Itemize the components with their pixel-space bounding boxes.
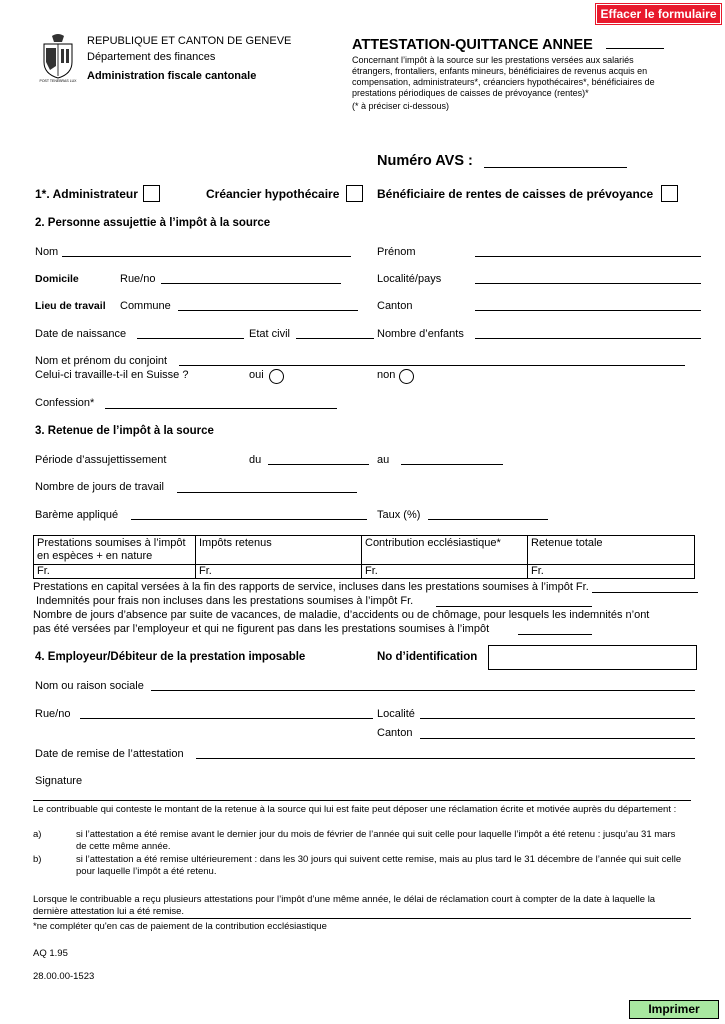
footer-b-text: si l’attestation a été remise ultérieurement : dans les 30 jours qui suivent cette remise, mais au plus tard le 31 décembre de l’année qui suit celle pour laquelle l’impôt a été retenu. <box>76 854 682 877</box>
date-naissance-field[interactable] <box>137 338 244 339</box>
nombre-enfants-label: Nombre d’enfants <box>377 328 464 340</box>
date-naissance-label: Date de naissance <box>35 328 127 340</box>
bareme-field[interactable] <box>131 519 367 520</box>
taux-label: Taux (%) <box>377 509 421 521</box>
signature-label: Signature <box>35 775 83 787</box>
header-prestations: Prestations soumises à l’impôt en espèces + en nature <box>34 536 196 565</box>
lieu-travail-label: Lieu de travail <box>35 300 106 312</box>
travaille-suisse-label: Celui-ci travaille-t-il en Suisse ? <box>35 369 189 381</box>
domicile-label: Domicile <box>35 273 79 285</box>
localite-pays-field[interactable] <box>475 283 701 284</box>
creancier-label: Créancier hypothécaire <box>206 187 340 201</box>
capital-label: Prestations en capital versées à la fin des rapports de service, incluses dans les prestations soumises à l’impôt Fr. <box>33 581 589 593</box>
confession-label: Confession* <box>35 397 95 409</box>
indemnites-label: Indemnités pour frais non incluses dans les prestations soumises à l’impôt Fr. <box>36 595 414 607</box>
employeur-canton-field[interactable] <box>420 738 695 739</box>
footer-paragraph-2: Lorsque le contribuable a reçu plusieurs attestations pour l’impôt d’une même année, le délai de réclamation court à compter de la date à laquelle la dernière attestation lui a été remise. <box>33 894 656 917</box>
retenue-amount-cell[interactable]: Fr. <box>528 565 695 579</box>
form-code-1: AQ 1.95 <box>33 948 68 959</box>
footer-note: *ne compléter qu'en cas de paiement de la contribution ecclésiastique <box>33 921 327 932</box>
avs-label: Numéro AVS : <box>377 153 473 169</box>
periode-label: Période d’assujettissement <box>35 454 167 466</box>
oui-label: oui <box>249 369 264 381</box>
prenom-field[interactable] <box>475 256 701 257</box>
confession-field[interactable] <box>105 408 337 409</box>
nom-label: Nom <box>35 246 59 258</box>
impots-amount-cell[interactable]: Fr. <box>196 565 362 579</box>
header-impots: Impôts retenus <box>196 536 362 565</box>
bareme-label: Barème appliqué <box>35 509 119 521</box>
print-button[interactable]: Imprimer <box>629 1000 719 1019</box>
no-id-label: No d’identification <box>377 651 478 663</box>
canton-label: Canton <box>377 300 413 312</box>
footer-b-label: b) <box>33 854 42 865</box>
absence-label-2: pas été versées par l’employeur et qui ne figurent pas dans les prestations soumises à l’impôt <box>33 623 490 635</box>
date-remise-field[interactable] <box>196 758 695 759</box>
title-desc-1: Concernant l’impôt à la source sur les prestations versées aux salariés <box>352 55 634 65</box>
non-radio[interactable] <box>399 369 414 384</box>
du-label: du <box>249 454 262 466</box>
periode-du-field[interactable] <box>268 464 369 465</box>
header-retenue: Retenue totale <box>528 536 695 565</box>
beneficiaire-label: Bénéficiaire de rentes de caisses de prévoyance <box>377 187 654 201</box>
domicile-rue-field[interactable] <box>161 283 341 284</box>
absence-label-1: Nombre de jours d’absence par suite de vacances, de maladie, d’accidents ou de chômage, pour lesquels les indemnités n’ont <box>33 609 650 621</box>
contribution-amount-cell[interactable]: Fr. <box>362 565 528 579</box>
capital-field[interactable] <box>592 592 698 593</box>
administration-name: Administration fiscale cantonale <box>87 70 257 82</box>
no-id-field[interactable] <box>488 645 697 670</box>
indemnites-field[interactable] <box>436 606 592 607</box>
section-4-title: 4. Employeur/Débiteur de la prestation imposable <box>35 651 306 663</box>
clear-form-button[interactable]: Effacer le formulaire <box>596 4 721 24</box>
conjoint-field[interactable] <box>179 365 685 366</box>
republic-heading: REPUBLIQUE ET CANTON DE GENEVE <box>87 35 292 47</box>
canton-field[interactable] <box>475 310 701 311</box>
title-desc-4: prestations périodiques de caisses de prévoyance (rentes)* <box>352 88 589 98</box>
jours-travail-label: Nombre de jours de travail <box>35 481 165 493</box>
periode-au-field[interactable] <box>401 464 503 465</box>
footer-divider <box>33 918 691 919</box>
commune-field[interactable] <box>178 310 358 311</box>
creancier-checkbox[interactable] <box>346 185 363 202</box>
absence-field[interactable] <box>518 634 592 635</box>
etat-civil-label: Etat civil <box>249 328 290 340</box>
department-name: Département des finances <box>87 51 216 63</box>
administrateur-label: 1*. Administrateur <box>35 187 138 201</box>
footer-a-label: a) <box>33 829 42 840</box>
domicile-rue-label: Rue/no <box>120 273 156 285</box>
au-label: au <box>377 454 390 466</box>
title-note: (* à préciser ci-dessous) <box>352 101 450 111</box>
jours-travail-field[interactable] <box>177 492 357 493</box>
employeur-localite-field[interactable] <box>420 718 695 719</box>
year-field[interactable] <box>606 48 664 49</box>
section-2-title: 2. Personne assujettie à l’impôt à la source <box>35 217 271 229</box>
svg-text:POST TENEBRAS LUX: POST TENEBRAS LUX <box>39 79 77 83</box>
taux-field[interactable] <box>428 519 548 520</box>
header-contribution: Contribution ecclésiastique* <box>362 536 528 565</box>
prestations-table <box>33 535 695 579</box>
employeur-canton-label: Canton <box>377 727 413 739</box>
section-3-title: 3. Retenue de l’impôt à la source <box>35 425 214 437</box>
raison-sociale-field[interactable] <box>151 690 695 691</box>
non-label: non <box>377 369 396 381</box>
administrateur-checkbox[interactable] <box>143 185 160 202</box>
footer-paragraph-1: Le contribuable qui conteste le montant de la retenue à la source qui lui est faite peut déposer une réclamation écrite et motivée auprès du département : <box>33 804 677 815</box>
geneva-coat-of-arms-logo <box>38 32 78 84</box>
oui-radio[interactable] <box>269 369 284 384</box>
prestations-amount-cell[interactable]: Fr. <box>34 565 196 579</box>
employeur-localite-label: Localité <box>377 708 415 720</box>
employeur-rue-label: Rue/no <box>35 708 71 720</box>
localite-pays-label: Localité/pays <box>377 273 442 285</box>
employeur-rue-field[interactable] <box>80 718 373 719</box>
signature-line[interactable] <box>33 800 691 801</box>
conjoint-label: Nom et prénom du conjoint <box>35 355 168 367</box>
raison-sociale-label: Nom ou raison sociale <box>35 680 144 692</box>
nom-field[interactable] <box>62 256 351 257</box>
nombre-enfants-field[interactable] <box>475 338 701 339</box>
form-code-2: 28.00.00-1523 <box>33 971 95 982</box>
footer-a-text: si l’attestation a été remise avant le dernier jour du mois de février de l’année qui suit celle pour laquelle l’impôt a été retenu : jusqu’au 31 mars de cette même année. <box>76 829 676 852</box>
etat-civil-field[interactable] <box>296 338 374 339</box>
title-desc-2: étrangers, frontaliers, enfants mineurs, bénéficiaires de revenus acquis en <box>352 66 648 76</box>
date-remise-label: Date de remise de l’attestation <box>35 748 184 760</box>
page-title: ATTESTATION-QUITTANCE ANNEE <box>352 37 593 53</box>
avs-number-field[interactable] <box>484 167 627 168</box>
title-desc-3: compensation, administrateurs*, créanciers hypothécaires*, bénéficiaires de <box>352 77 655 87</box>
commune-label: Commune <box>120 300 171 312</box>
prenom-label: Prénom <box>377 246 416 258</box>
beneficiaire-checkbox[interactable] <box>661 185 678 202</box>
